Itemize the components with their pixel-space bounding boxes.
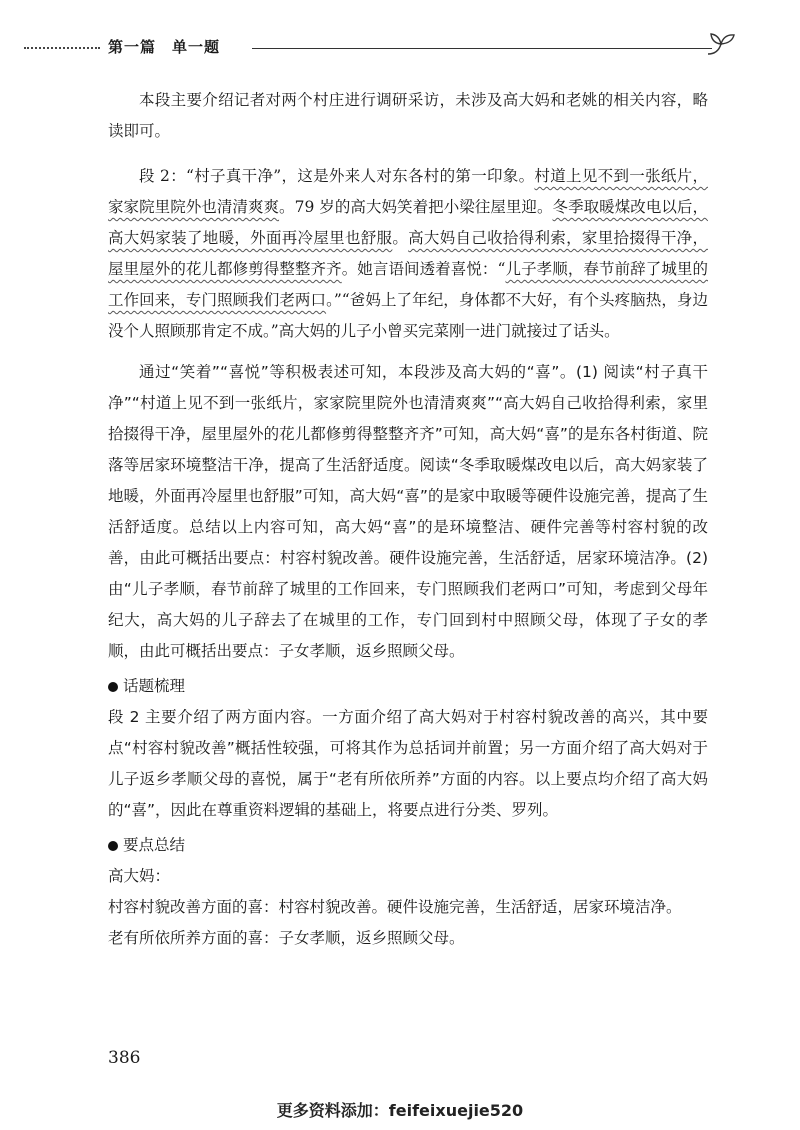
page-content [108, 85, 708, 954]
topic-paragraph: 段 2 主要介绍了两方面内容。一方面介绍了高大妈对于村容村貌改善的高兴，其中要点“村容村貌改善”概括性较强，可将其作为总括词并前置；另一方面介绍了高大妈对于儿子返乡孝顺父母的喜悦，属于“老有所依所养”方面的内容。以上要点均介绍了高大妈的“喜”，因此在尊重资料逻辑的基础上，将要点进行分类、罗列。 [108, 708, 708, 819]
page-header [24, 30, 724, 60]
footer-watermark: 更多资料添加：feifeixuejie520 [276, 1101, 524, 1120]
quote-part: 。79 岁的高大妈笑着把小梁往屋里迎。 [279, 198, 553, 216]
section-heading-summary [108, 830, 708, 861]
bullet-icon [108, 841, 118, 851]
summary-line: 老有所依所养方面的喜：子女孝顺，返乡照顾父母。 [108, 929, 465, 947]
page-number: 386 [108, 1048, 141, 1068]
bullet-icon [108, 682, 118, 692]
header-dotted-rule [24, 47, 100, 49]
quote-part: 段 2：“村子真干净”，这是外来人对东各村的第一印象。 [139, 167, 535, 185]
section-heading-text: 要点总结 [123, 836, 186, 854]
sprout-icon [704, 30, 738, 56]
quote-part: 。她言语间透着喜悦：“ [341, 260, 506, 278]
analysis-paragraph: 通过“笑着”“喜悦”等积极表述可知，本段涉及高大妈的“喜”。(1) 阅读“村子真干净”“村道上见不到一张纸片，家家院里院外也清清爽爽”“高大妈自己收拾得利索，家里拾掇得干净，屋里屋外的花儿都修剪得整整齐齐”可知，高大妈“喜”的是东各村街道、院落等居家环境整洁干净，提高了生活舒适度。阅读“冬季取暖煤改电以后，高大妈家装了地暖，外面再冷屋里也舒服”可知，高大妈“喜”的是家中取暖等硬件设施完善，提高了生活舒适度。总结以上内容可知，高大妈“喜”的是环境整洁、硬件完善等村容村貌的改善，由此可概括出要点：村容村貌改善。硬件设施完善，生活舒适，居家环境洁净。(2) 由“儿子孝顺，春节前辞了城里的工作回来，专门照顾我们老两口”可知，考虑到父母年纪大，高大妈的儿子辞去了在城里的工作，专门回到村中照顾父母，体现了子女的孝顺，由此可概括出要点：子女孝顺，返乡照顾父母。 [108, 363, 708, 660]
section-heading-text: 话题梳理 [123, 677, 186, 695]
quote-underlined-part: 村道上见不到一张纸片，家家院里院外也清清爽爽 [108, 167, 708, 216]
quote-underlined-part: 高大妈自己收拾得利索，家里拾掇得干净，屋里屋外的花儿都修剪得整整齐齐 [108, 229, 708, 278]
quote-part: 。 [392, 229, 409, 247]
summary-line: 村容村貌改善方面的喜：村容村貌改善。硬件设施完善，生活舒适，居家环境洁净。 [108, 898, 682, 916]
quote-part: 。”“爸妈上了年纪，身体都不大好，有个头疼脑热，身边没个人照顾那肯定不成。”高大妈的儿子小曾买完菜刚一进门就接过了话头。 [108, 291, 708, 340]
header-rule [252, 48, 712, 49]
intro-paragraph: 本段主要介绍记者对两个村庄进行调研采访，未涉及高大妈和老姚的相关内容，略读即可。 [108, 91, 708, 140]
summary-line: 高大妈： [108, 867, 171, 885]
header-title: 第一篇 单一题 [108, 38, 221, 56]
quoted-passage [108, 161, 708, 347]
section-heading-topic [108, 671, 708, 702]
quote-underlined-part: 冬季取暖煤改电以后，高大妈家装了地暖，外面再冷屋里也舒服 [108, 198, 708, 247]
quote-underlined-part: 儿子孝顺，春节前辞了城里的工作回来，专门照顾我们老两口 [108, 260, 708, 309]
